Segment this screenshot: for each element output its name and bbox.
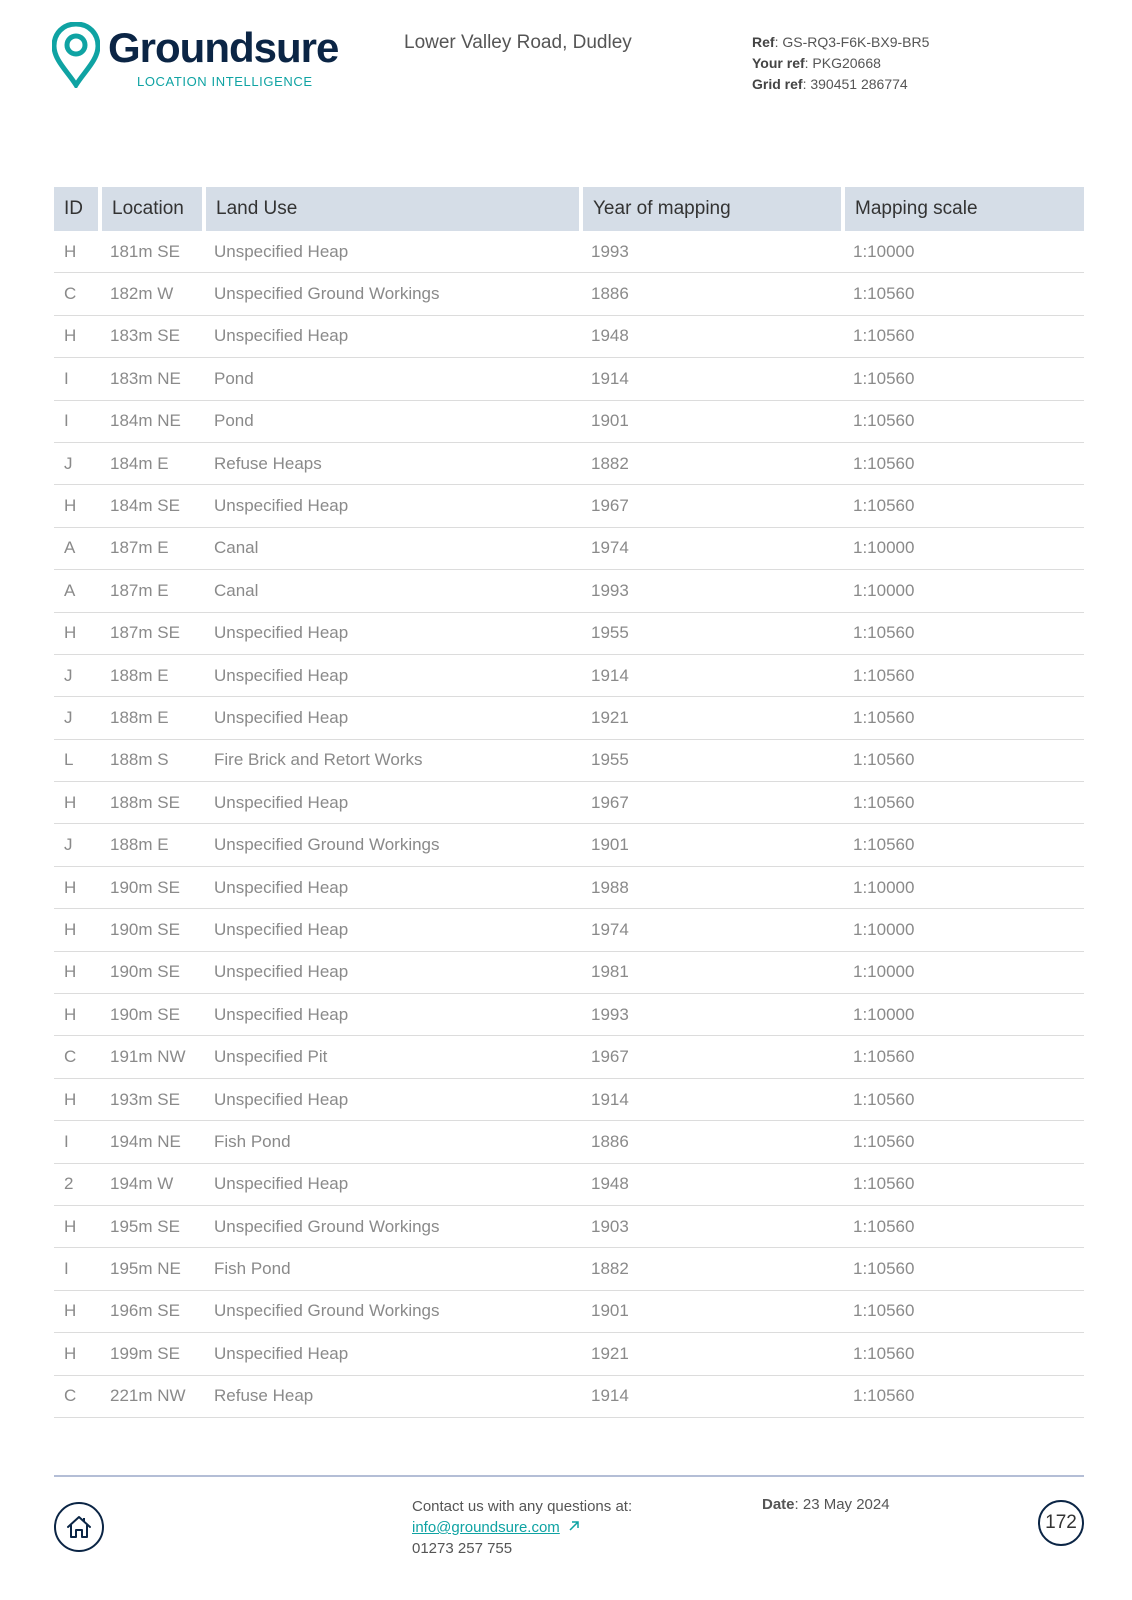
your-ref-line: Your ref: PKG20668 — [752, 55, 881, 71]
col-land-use-header: Land Use — [204, 187, 581, 231]
col-scale-cell: 1:10560 — [843, 612, 1084, 654]
col-location-cell: 187m E — [100, 570, 204, 612]
table-row — [54, 654, 1084, 696]
col-location-cell: 190m SE — [100, 994, 204, 1036]
col-year-cell: 1882 — [581, 442, 843, 484]
col-location-cell: 221m NW — [100, 1375, 204, 1417]
grid-ref-value: 390451 286774 — [810, 76, 908, 92]
report-date: Date: 23 May 2024 — [762, 1496, 890, 1513]
col-scale-header: Mapping scale — [843, 187, 1084, 231]
col-location-cell: 188m E — [100, 654, 204, 696]
table-row — [54, 1333, 1084, 1375]
col-scale-cell: 1:10000 — [843, 570, 1084, 612]
col-location-cell: 183m NE — [100, 358, 204, 400]
col-year-cell: 1903 — [581, 1205, 843, 1247]
table-row — [54, 951, 1084, 993]
col-id-cell: J — [54, 697, 100, 739]
col-location-cell: 188m SE — [100, 782, 204, 824]
table-row — [54, 1121, 1084, 1163]
col-location-cell: 194m W — [100, 1163, 204, 1205]
historical-land-use-table — [54, 187, 1084, 1418]
col-location-cell: 187m E — [100, 527, 204, 569]
col-land-use-cell: Unspecified Ground Workings — [204, 1205, 581, 1247]
col-year-cell: 1993 — [581, 994, 843, 1036]
col-scale-cell: 1:10560 — [843, 654, 1084, 696]
col-year-cell: 1886 — [581, 1121, 843, 1163]
col-land-use-cell: Unspecified Heap — [204, 782, 581, 824]
col-location-cell: 184m NE — [100, 400, 204, 442]
col-year-cell: 1981 — [581, 951, 843, 993]
col-location-cell: 199m SE — [100, 1333, 204, 1375]
col-id-cell: H — [54, 951, 100, 993]
col-land-use-cell: Unspecified Heap — [204, 697, 581, 739]
table-row — [54, 866, 1084, 908]
col-scale-cell: 1:10560 — [843, 400, 1084, 442]
col-scale-cell: 1:10000 — [843, 951, 1084, 993]
col-scale-cell: 1:10560 — [843, 1036, 1084, 1078]
col-scale-cell: 1:10560 — [843, 1375, 1084, 1417]
col-year-cell: 1914 — [581, 358, 843, 400]
col-id-header: ID — [54, 187, 100, 231]
col-land-use-cell: Canal — [204, 527, 581, 569]
col-land-use-cell: Unspecified Heap — [204, 485, 581, 527]
contact-block — [412, 1496, 632, 1559]
col-location-cell: 190m SE — [100, 866, 204, 908]
col-scale-cell: 1:10560 — [843, 782, 1084, 824]
phone-number: 01273 257 755 — [412, 1540, 513, 1557]
col-location-cell: 184m SE — [100, 485, 204, 527]
col-land-use-cell: Unspecified Heap — [204, 1078, 581, 1120]
col-scale-cell: 1:10560 — [843, 1290, 1084, 1332]
col-location-cell: 184m E — [100, 442, 204, 484]
col-year-cell: 1901 — [581, 1290, 843, 1332]
col-year-cell: 1921 — [581, 697, 843, 739]
col-id-cell: H — [54, 1333, 100, 1375]
page-number: 172 — [1038, 1500, 1084, 1546]
col-id-cell: H — [54, 1205, 100, 1247]
col-scale-cell: 1:10000 — [843, 527, 1084, 569]
table-row — [54, 315, 1084, 357]
col-id-cell: J — [54, 442, 100, 484]
col-year-cell: 1948 — [581, 315, 843, 357]
col-location-cell: 182m W — [100, 273, 204, 315]
col-scale-cell: 1:10560 — [843, 1205, 1084, 1247]
col-id-cell: C — [54, 273, 100, 315]
col-id-cell: J — [54, 824, 100, 866]
table-row — [54, 612, 1084, 654]
col-id-cell: A — [54, 570, 100, 612]
col-scale-cell: 1:10560 — [843, 824, 1084, 866]
col-land-use-cell: Unspecified Heap — [204, 654, 581, 696]
logo-tagline: LOCATION INTELLIGENCE — [137, 74, 313, 89]
col-land-use-cell: Pond — [204, 358, 581, 400]
footer-divider — [54, 1475, 1084, 1477]
col-year-cell: 1886 — [581, 273, 843, 315]
col-land-use-cell: Unspecified Pit — [204, 1036, 581, 1078]
groundsure-logo[interactable] — [52, 22, 352, 92]
col-location-cell: 195m SE — [100, 1205, 204, 1247]
col-location-cell: 187m SE — [100, 612, 204, 654]
col-year-cell: 1993 — [581, 231, 843, 273]
col-location-cell: 188m E — [100, 697, 204, 739]
col-id-cell: I — [54, 1121, 100, 1163]
table-row — [54, 1375, 1084, 1417]
home-button[interactable] — [54, 1502, 104, 1552]
table-row — [54, 273, 1084, 315]
col-location-cell: 190m SE — [100, 909, 204, 951]
your-ref-value: PKG20668 — [812, 55, 881, 71]
col-land-use-cell: Unspecified Heap — [204, 612, 581, 654]
table-row — [54, 1205, 1084, 1247]
col-land-use-cell: Unspecified Heap — [204, 951, 581, 993]
col-id-cell: H — [54, 231, 100, 273]
table-row — [54, 909, 1084, 951]
table-row — [54, 1078, 1084, 1120]
col-id-cell: H — [54, 782, 100, 824]
table-row — [54, 442, 1084, 484]
home-icon — [65, 1514, 93, 1540]
col-year-cell: 1948 — [581, 1163, 843, 1205]
col-id-cell: I — [54, 400, 100, 442]
col-land-use-cell: Unspecified Ground Workings — [204, 824, 581, 866]
col-scale-cell: 1:10560 — [843, 1333, 1084, 1375]
col-land-use-cell: Fire Brick and Retort Works — [204, 739, 581, 781]
table-header-row — [54, 187, 1084, 231]
col-land-use-cell: Unspecified Ground Workings — [204, 1290, 581, 1332]
col-land-use-cell: Refuse Heap — [204, 1375, 581, 1417]
table-row — [54, 527, 1084, 569]
col-year-cell: 1967 — [581, 782, 843, 824]
table-row — [54, 994, 1084, 1036]
col-year-cell: 1967 — [581, 485, 843, 527]
col-year-cell: 1955 — [581, 612, 843, 654]
col-location-cell: 188m E — [100, 824, 204, 866]
col-land-use-cell: Unspecified Heap — [204, 994, 581, 1036]
col-id-cell: I — [54, 1248, 100, 1290]
col-year-cell: 1974 — [581, 527, 843, 569]
col-id-cell: H — [54, 1078, 100, 1120]
table-row — [54, 400, 1084, 442]
col-year-cell: 1988 — [581, 866, 843, 908]
col-scale-cell: 1:10560 — [843, 1121, 1084, 1163]
col-id-cell: H — [54, 315, 100, 357]
table-row — [54, 358, 1084, 400]
col-land-use-cell: Unspecified Ground Workings — [204, 273, 581, 315]
col-scale-cell: 1:10560 — [843, 315, 1084, 357]
col-location-cell: 194m NE — [100, 1121, 204, 1163]
col-id-cell: H — [54, 485, 100, 527]
col-scale-cell: 1:10560 — [843, 273, 1084, 315]
col-id-cell: I — [54, 358, 100, 400]
col-location-header: Location — [100, 187, 204, 231]
col-year-header: Year of mapping — [581, 187, 843, 231]
col-land-use-cell: Unspecified Heap — [204, 1333, 581, 1375]
col-scale-cell: 1:10560 — [843, 697, 1084, 739]
col-year-cell: 1955 — [581, 739, 843, 781]
col-year-cell: 1901 — [581, 400, 843, 442]
col-year-cell: 1974 — [581, 909, 843, 951]
table-row — [54, 782, 1084, 824]
col-location-cell: 193m SE — [100, 1078, 204, 1120]
col-location-cell: 190m SE — [100, 951, 204, 993]
contact-text: Contact us with any questions at: — [412, 1498, 633, 1515]
col-id-cell: L — [54, 739, 100, 781]
email-link[interactable]: info@groundsure.com — [412, 1519, 560, 1536]
col-scale-cell: 1:10560 — [843, 1078, 1084, 1120]
table-row — [54, 485, 1084, 527]
ref-line: Ref: GS-RQ3-F6K-BX9-BR5 — [752, 34, 930, 50]
col-land-use-cell: Unspecified Heap — [204, 909, 581, 951]
table-row — [54, 739, 1084, 781]
external-link-icon — [568, 1520, 580, 1532]
grid-ref-line: Grid ref: 390451 286774 — [752, 76, 908, 92]
ref-value: GS-RQ3-F6K-BX9-BR5 — [782, 34, 930, 50]
table-row — [54, 570, 1084, 612]
col-land-use-cell: Unspecified Heap — [204, 866, 581, 908]
col-land-use-cell: Unspecified Heap — [204, 1163, 581, 1205]
col-year-cell: 1882 — [581, 1248, 843, 1290]
col-scale-cell: 1:10560 — [843, 442, 1084, 484]
table-row — [54, 697, 1084, 739]
col-scale-cell: 1:10560 — [843, 1163, 1084, 1205]
col-scale-cell: 1:10000 — [843, 231, 1084, 273]
col-scale-cell: 1:10560 — [843, 485, 1084, 527]
col-scale-cell: 1:10560 — [843, 1248, 1084, 1290]
table-row — [54, 1036, 1084, 1078]
col-year-cell: 1914 — [581, 1078, 843, 1120]
col-year-cell: 1967 — [581, 1036, 843, 1078]
col-year-cell: 1914 — [581, 654, 843, 696]
col-id-cell: C — [54, 1036, 100, 1078]
col-land-use-cell: Fish Pond — [204, 1248, 581, 1290]
table-row — [54, 824, 1084, 866]
col-id-cell: C — [54, 1375, 100, 1417]
reference-block — [752, 32, 929, 95]
table-row — [54, 1290, 1084, 1332]
logo-wordmark: Groundsure — [108, 24, 339, 71]
col-land-use-cell: Refuse Heaps — [204, 442, 581, 484]
col-id-cell: H — [54, 866, 100, 908]
col-scale-cell: 1:10560 — [843, 739, 1084, 781]
col-location-cell: 196m SE — [100, 1290, 204, 1332]
col-id-cell: H — [54, 909, 100, 951]
col-id-cell: 2 — [54, 1163, 100, 1205]
col-location-cell: 183m SE — [100, 315, 204, 357]
col-id-cell: H — [54, 1290, 100, 1332]
col-land-use-cell: Pond — [204, 400, 581, 442]
col-location-cell: 191m NW — [100, 1036, 204, 1078]
col-year-cell: 1993 — [581, 570, 843, 612]
col-scale-cell: 1:10000 — [843, 866, 1084, 908]
col-scale-cell: 1:10560 — [843, 358, 1084, 400]
col-location-cell: 188m S — [100, 739, 204, 781]
table-row — [54, 1163, 1084, 1205]
col-scale-cell: 1:10000 — [843, 909, 1084, 951]
col-location-cell: 195m NE — [100, 1248, 204, 1290]
col-year-cell: 1921 — [581, 1333, 843, 1375]
col-year-cell: 1914 — [581, 1375, 843, 1417]
table-row — [54, 231, 1084, 273]
col-id-cell: H — [54, 994, 100, 1036]
col-land-use-cell: Canal — [204, 570, 581, 612]
col-location-cell: 181m SE — [100, 231, 204, 273]
col-id-cell: A — [54, 527, 100, 569]
site-address: Lower Valley Road, Dudley — [404, 32, 632, 53]
col-scale-cell: 1:10000 — [843, 994, 1084, 1036]
col-land-use-cell: Unspecified Heap — [204, 315, 581, 357]
col-id-cell: H — [54, 612, 100, 654]
col-land-use-cell: Fish Pond — [204, 1121, 581, 1163]
col-land-use-cell: Unspecified Heap — [204, 231, 581, 273]
table-row — [54, 1248, 1084, 1290]
location-pin-icon — [52, 22, 100, 88]
col-year-cell: 1901 — [581, 824, 843, 866]
col-id-cell: J — [54, 654, 100, 696]
